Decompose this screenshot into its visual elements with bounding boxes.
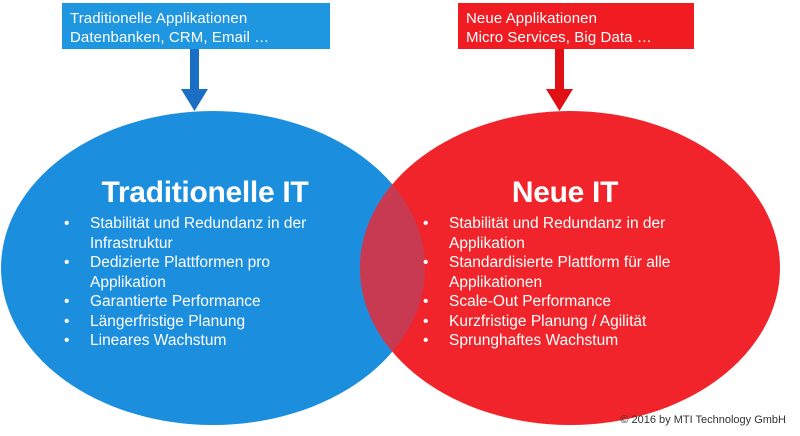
list-item xyxy=(423,331,753,351)
list-item-line-2: Infrastruktur xyxy=(90,234,173,252)
list-item-line-1: • Längerfristige Planung xyxy=(90,312,246,330)
list-item-line-1: • Kurzfristige Planung / Agilität xyxy=(449,312,647,330)
new-it-title: Neue IT xyxy=(511,176,619,209)
list-item-line-2: Applikation xyxy=(90,273,166,291)
traditional-it-title: Traditionelle IT xyxy=(101,176,309,209)
left-box-line-1: Traditionelle Applikationen xyxy=(70,10,248,27)
traditional-applications-label xyxy=(62,3,330,49)
list-item xyxy=(423,253,753,292)
list-item xyxy=(423,312,753,332)
list-item xyxy=(64,253,384,292)
list-item xyxy=(64,312,384,332)
left-box-line-2: Datenbanken, CRM, Email … xyxy=(70,29,270,46)
new-applications-label xyxy=(458,3,694,49)
list-item-line-1: • Garantierte Performance xyxy=(90,293,261,310)
list-item xyxy=(64,331,384,351)
list-item-line-1: • Stabilität und Redundanz in der xyxy=(449,215,666,232)
list-item xyxy=(423,214,753,253)
list-item-line-1: • Sprunghaftes Wachstum xyxy=(449,332,619,349)
left-down-arrow xyxy=(181,49,208,111)
list-item xyxy=(423,292,753,312)
right-box-line-2: Micro Services, Big Data … xyxy=(466,29,652,46)
list-item-line-1: • Scale-Out Performance xyxy=(449,293,611,310)
list-item-line-1: • Lineares Wachstum xyxy=(90,332,227,349)
list-item-line-1: • Standardisierte Plattform für alle xyxy=(449,254,671,271)
list-item-line-1: • Dedizierte Plattformen pro xyxy=(90,254,271,271)
list-item-line-1: • Stabilität und Redundanz in der xyxy=(90,215,307,232)
list-item xyxy=(64,214,384,253)
right-down-arrow xyxy=(546,49,573,111)
traditional-it-list xyxy=(64,214,384,351)
list-item-line-2: Applikationen xyxy=(449,273,543,291)
right-box-line-1: Neue Applikationen xyxy=(466,10,598,27)
copyright-notice: © 2016 by MTI Technology GmbH xyxy=(620,414,786,426)
list-item-line-2: Applikation xyxy=(449,234,525,252)
new-it-list xyxy=(423,214,753,351)
list-item xyxy=(64,292,384,312)
